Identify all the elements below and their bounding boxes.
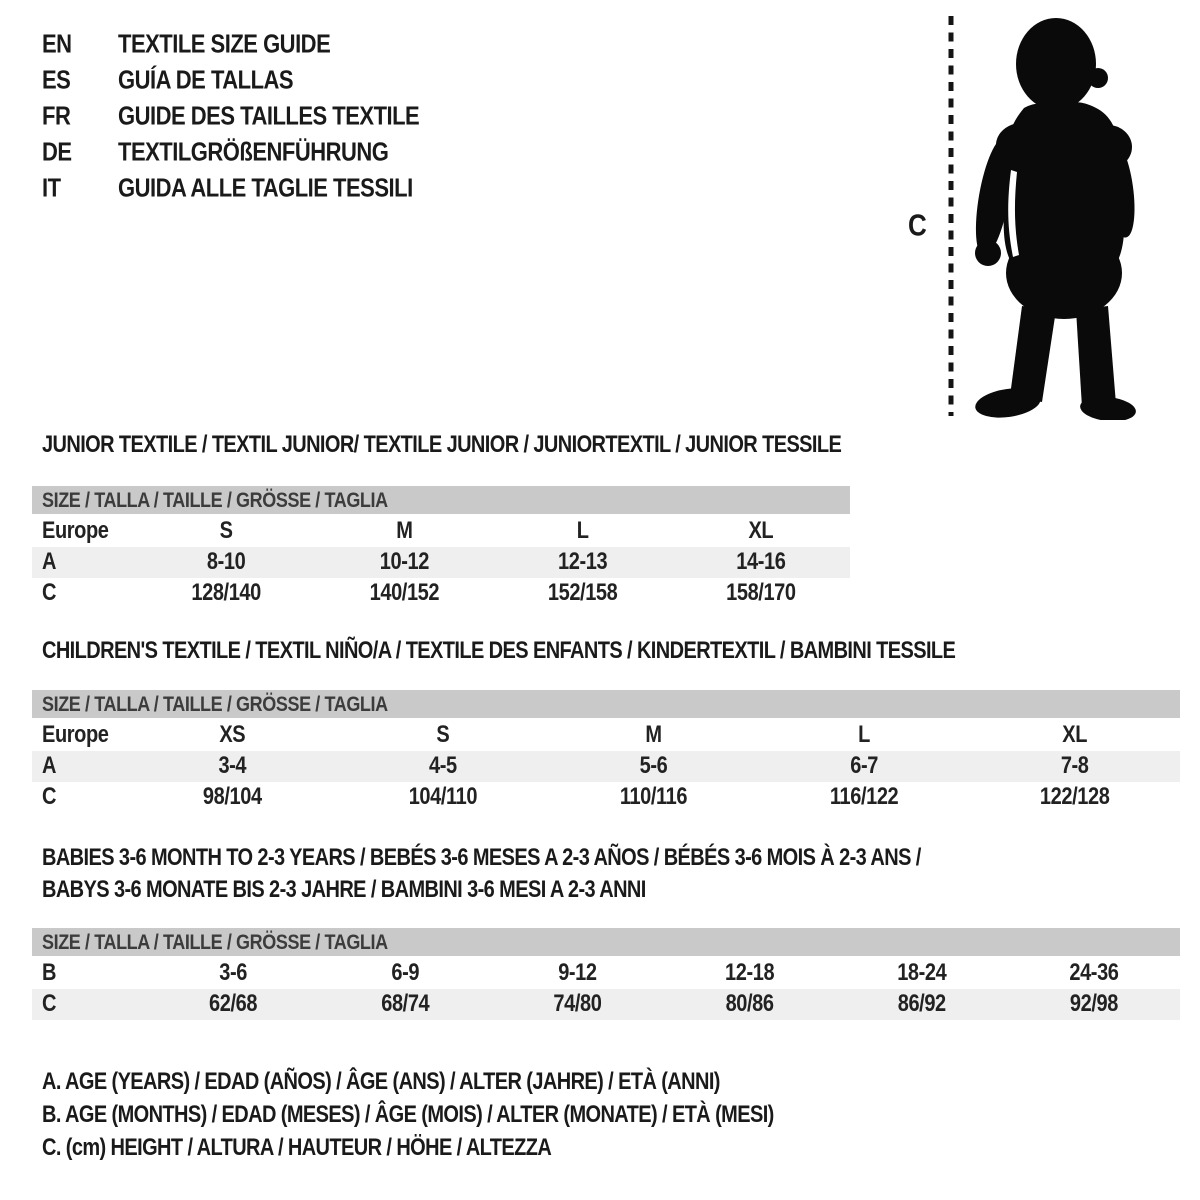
language-title-list (42, 26, 419, 206)
junior-age-s: 8-10 (206, 548, 246, 575)
babies-row-age (32, 958, 1180, 989)
junior-size-table (32, 486, 850, 609)
babies-size-header-bar (32, 928, 1180, 956)
lang-label-en: TEXTILE SIZE GUIDE (118, 28, 331, 59)
lang-label-es: GUÍA DE TALLAS (118, 64, 294, 95)
babies-height-2: 68/74 (381, 990, 430, 1017)
junior-row-age (32, 547, 850, 578)
children-size-m: M (645, 721, 662, 748)
lang-code-de: DE (42, 136, 72, 167)
babies-height-5: 86/92 (897, 990, 946, 1017)
children-section-title: CHILDREN'S TEXTILE / TEXTIL NIÑO/A / TEXTILE DES ENFANTS / KINDERTEXTIL / BAMBINI TESSILE (42, 637, 956, 664)
children-age-l: 6-7 (850, 752, 878, 779)
junior-size-header-bar (32, 486, 850, 514)
children-height-xl: 122/128 (1039, 783, 1110, 810)
lang-row-it (42, 170, 419, 206)
junior-row-age-label: A (42, 548, 57, 575)
children-size-header-bar (32, 690, 1180, 718)
junior-height-m: 140/152 (369, 579, 440, 606)
legend-age-months: B. AGE (MONTHS) / EDAD (MESES) / ÂGE (MOIS) / ALTER (MONATE) / ETÀ (MESI) (42, 1101, 774, 1128)
children-size-s: S (436, 721, 450, 748)
babies-row-height-label: C (42, 990, 57, 1017)
children-size-l: L (858, 721, 870, 748)
children-height-m: 110/116 (619, 783, 688, 810)
babies-height-1: 62/68 (209, 990, 258, 1017)
lang-label-de: TEXTILGRÖßENFÜHRUNG (118, 136, 389, 167)
measurement-legend (42, 1066, 774, 1165)
measure-c-label: C (908, 207, 927, 243)
children-row-europe-label: Europe (42, 721, 109, 748)
babies-height-4: 80/86 (725, 990, 774, 1017)
children-age-m: 5-6 (639, 752, 668, 779)
junior-size-l: L (576, 517, 589, 544)
children-age-xs: 3-4 (218, 752, 247, 779)
babies-age-6: 24-36 (1069, 959, 1119, 986)
junior-size-xl: XL (748, 517, 774, 544)
height-measure-dashed-line (946, 16, 956, 416)
children-row-age (32, 751, 1180, 782)
children-row-height (32, 782, 1180, 813)
lang-code-fr: FR (42, 100, 71, 131)
junior-section-title: JUNIOR TEXTILE / TEXTIL JUNIOR/ TEXTILE JUNIOR / JUNIORTEXTIL / JUNIOR TESSILE (42, 431, 842, 458)
toddler-silhouette-image (964, 12, 1142, 420)
babies-section-title-line2: BABYS 3-6 MONATE BIS 2-3 JAHRE / BAMBINI 3-6 MESI A 2-3 ANNI (42, 877, 646, 903)
junior-age-m: 10-12 (379, 548, 429, 575)
children-size-xl: XL (1062, 721, 1088, 748)
lang-row-es (42, 62, 419, 98)
children-size-xs: XS (219, 721, 246, 748)
children-height-s: 104/110 (408, 783, 478, 810)
junior-height-xl: 158/170 (726, 579, 796, 606)
children-row-europe (32, 720, 1180, 751)
junior-size-s: S (219, 517, 233, 544)
babies-size-header-label: SIZE / TALLA / TAILLE / GRÖSSE / TAGLIA (42, 929, 388, 954)
junior-row-europe (32, 516, 850, 547)
babies-height-3: 74/80 (553, 990, 602, 1017)
babies-height-6: 92/98 (1069, 990, 1118, 1017)
babies-section-title-line1: BABIES 3-6 MONTH TO 2-3 YEARS / BEBÉS 3-6 MESES A 2-3 AÑOS / BÉBÉS 3-6 MOIS À 2-3 ANS / (42, 845, 921, 871)
babies-age-5: 18-24 (897, 959, 947, 986)
children-size-table (32, 690, 1180, 813)
babies-age-4: 12-18 (725, 959, 775, 986)
legend-height-cm: C. (cm) HEIGHT / ALTURA / HAUTEUR / HÖHE / ALTEZZA (42, 1134, 552, 1161)
junior-row-europe-label: Europe (42, 517, 109, 544)
junior-size-header-label: SIZE / TALLA / TAILLE / GRÖSSE / TAGLIA (42, 487, 388, 512)
babies-row-age-label: B (42, 959, 57, 986)
lang-code-es: ES (42, 64, 71, 95)
lang-code-it: IT (42, 172, 61, 203)
lang-row-fr (42, 98, 419, 134)
lang-row-en (42, 26, 419, 62)
children-size-header-label: SIZE / TALLA / TAILLE / GRÖSSE / TAGLIA (42, 691, 388, 716)
children-height-xs: 98/104 (202, 783, 262, 810)
lang-label-fr: GUIDE DES TAILLES TEXTILE (118, 100, 420, 131)
junior-age-l: 12-13 (558, 548, 608, 575)
junior-age-xl: 14-16 (736, 548, 786, 575)
children-height-l: 116/122 (829, 783, 899, 810)
babies-size-table (32, 928, 1180, 1020)
legend-age-years: A. AGE (YEARS) / EDAD (AÑOS) / ÂGE (ANS) / ALTER (JAHRE) / ETÀ (ANNI) (42, 1068, 720, 1095)
babies-row-height (32, 989, 1180, 1020)
babies-age-2: 6-9 (391, 959, 420, 986)
babies-age-1: 3-6 (219, 959, 247, 986)
lang-code-en: EN (42, 28, 72, 59)
junior-height-l: 152/158 (547, 579, 618, 606)
junior-height-s: 128/140 (191, 579, 261, 606)
lang-row-de (42, 134, 419, 170)
junior-row-height-label: C (42, 579, 57, 606)
children-age-xl: 7-8 (1060, 752, 1089, 779)
children-row-age-label: A (42, 752, 57, 779)
junior-size-m: M (396, 517, 413, 544)
lang-label-it: GUIDA ALLE TAGLIE TESSILI (118, 172, 413, 203)
children-age-s: 4-5 (429, 752, 457, 779)
children-row-height-label: C (42, 783, 57, 810)
babies-age-3: 9-12 (558, 959, 597, 986)
junior-row-height (32, 578, 850, 609)
